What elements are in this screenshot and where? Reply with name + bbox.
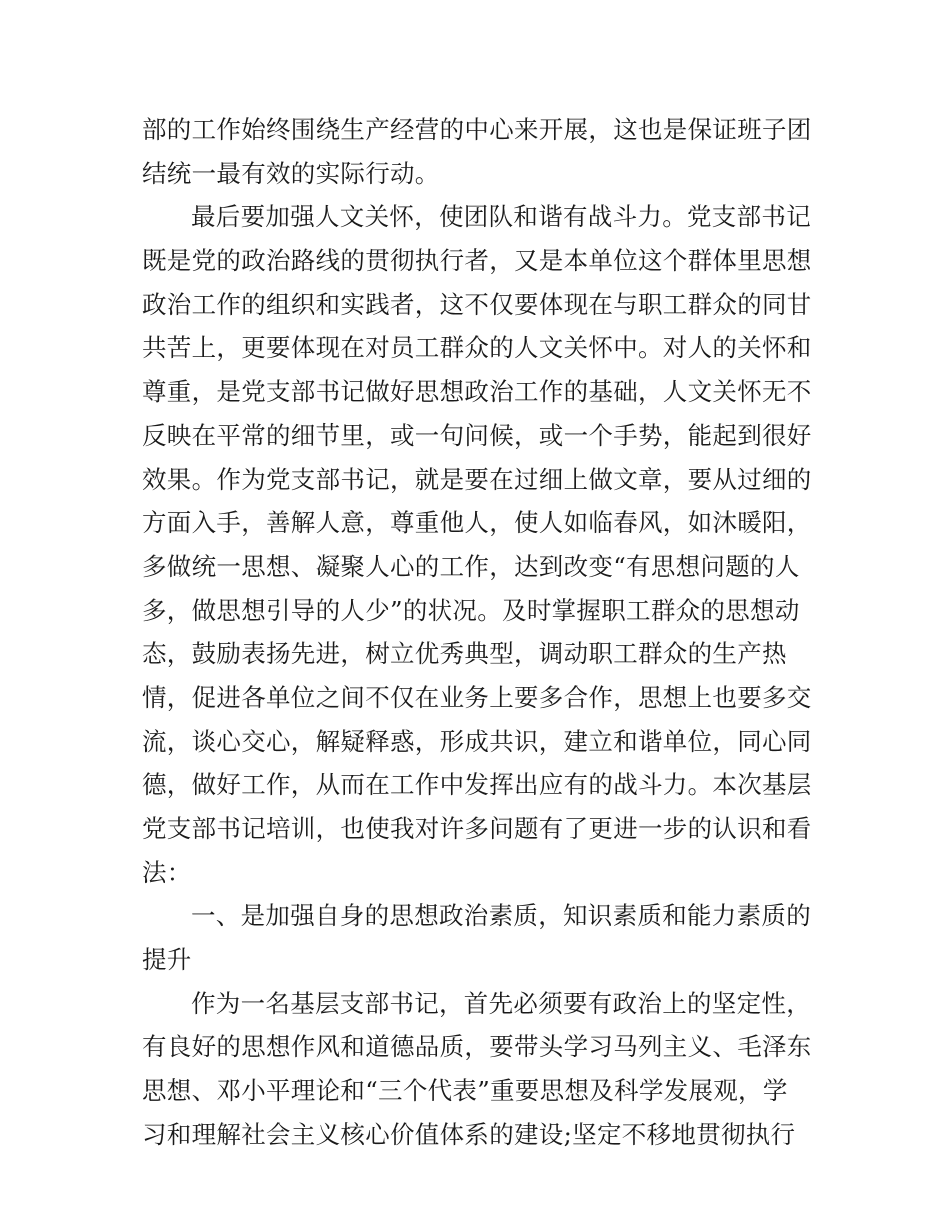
text-line: 尊重，是党支部书记做好思想政治工作的基础，人文关怀无不 — [142, 377, 812, 407]
text-line: 方面入手，善解人意，尊重他人，使人如临春风，如沐暖阳， — [142, 508, 812, 538]
text-line: 态，鼓励表扬先进，树立优秀典型，调动职工群众的生产热 — [142, 639, 787, 669]
paragraph-start-line: 最后要加强人文关怀，使团队和谐有战斗力。党支部书记 — [191, 202, 811, 232]
text-line: 既是党的政治路线的贯彻执行者，又是本单位这个群体里思想 — [142, 246, 812, 276]
text-line: 效果。作为党支部书记，就是要在过细上做文章，要从过细的 — [142, 464, 812, 494]
text-line: 共苦上，更要体现在对员工群众的人文关怀中。对人的关怀和 — [142, 333, 812, 363]
text-line: 部的工作始终围绕生产经营的中心来开展，这也是保证班子团 — [142, 115, 812, 144]
text-line: 党支部书记培训，也使我对许多问题有了更进一步的认识和看 — [142, 814, 812, 843]
text-line: 多，做思想引导的人少”的状况。及时掌握职工群众的思想动 — [142, 595, 800, 625]
section-heading-line: 一、是加强自身的思想政治素质，知识素质和能力素质的 — [191, 901, 811, 931]
text-line: 习和理解社会主义核心价值体系的建设;坚定不移地贯彻执行 — [142, 1119, 796, 1149]
paragraph-start-line: 作为一名基层支部书记，首先必须要有政治上的坚定性， — [191, 988, 811, 1018]
text-line: 反映在平常的细节里，或一句问候，或一个手势，能起到很好 — [142, 420, 812, 450]
text-line: 流，谈心交心，解疑释惑，形成共识，建立和谐单位，同心同 — [142, 726, 812, 756]
text-line: 德，做好工作，从而在工作中发挥出应有的战斗力。本次基层 — [142, 770, 812, 800]
text-line: 有良好的思想作风和道德品质，要带头学习马列主义、毛泽东 — [142, 1032, 812, 1062]
text-line: 法： — [142, 857, 192, 887]
text-line: 多做统一思想、凝聚人心的工作，达到改变“有思想问题的人 — [142, 551, 800, 581]
section-heading-line: 提升 — [142, 945, 192, 975]
text-line: 结统一最有效的实际行动。 — [142, 158, 440, 188]
body-text — [142, 108, 814, 1157]
text-line: 思想、邓小平理论和“三个代表”重要思想及科学发展观，学 — [142, 1076, 788, 1106]
text-line: 情，促进各单位之间不仅在业务上要多合作，思想上也要多交 — [142, 682, 812, 712]
text-line: 政治工作的组织和实践者，这不仅要体现在与职工群众的同甘 — [142, 289, 812, 319]
